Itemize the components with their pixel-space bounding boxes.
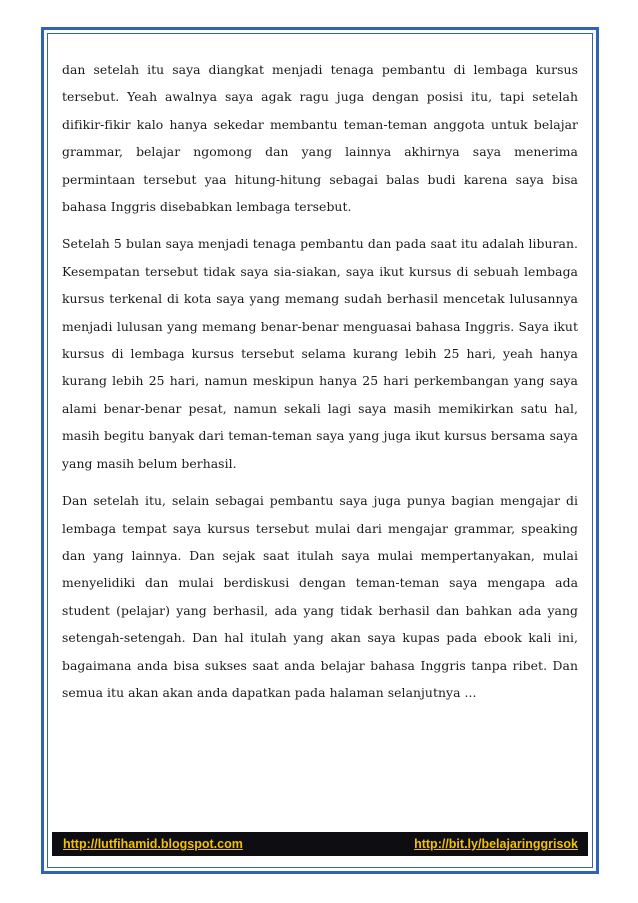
paragraph-1: dan setelah itu saya diangkat menjadi tenaga pembantu di lembaga kursus tersebut. Yeah awalnya saya agak ragu juga dengan posisi itu, tapi setelah difikir-fikir kalo hanya sekedar membantu teman-teman anggota untuk belajar grammar, belajar ngomong dan yang lainnya akhirnya saya menerima permintaan tersebut yaa hitung-hitung sebagai balas budi karena saya bisa bahasa Inggris disebabkan lembaga tersebut. xyxy=(62,62,578,215)
page-body xyxy=(62,56,578,716)
paragraph-3: Dan setelah itu, selain sebagai pembantu saya juga punya bagian mengajar di lembaga tempat saya kursus tersebut mulai dari mengajar grammar, speaking dan yang lainnya. Dan sejak saat itulah saya mulai mempertanyakan, mulai menyelidiki dan mulai berdiskusi dengan teman-teman saya mengapa ada student (pelajar) yang berhasil, ada yang tidak berhasil dan bahkan ada yang setengah-setengah. Dan hal itulah yang akan saya kupas pada ebook kali ini, bagaimana anda bisa sukses saat anda belajar bahasa Inggris tanpa ribet. Dan semua itu akan akan anda dapatkan pada halaman selanjutnya ... xyxy=(62,493,578,700)
shortlink[interactable]: http://bit.ly/belajaringgrisok xyxy=(414,837,578,851)
footer-bar xyxy=(52,832,588,856)
blog-link[interactable]: http://lutfihamid.blogspot.com xyxy=(63,837,243,851)
paragraph-2: Setelah 5 bulan saya menjadi tenaga pembantu dan pada saat itu adalah liburan. Kesempatan tersebut tidak saya sia-siakan, saya ikut kursus di sebuah lembaga kursus terkenal di kota saya yang memang sudah berhasil mencetak lulusannya menjadi lulusan yang memang benar-benar menguasai bahasa Inggris. Saya ikut kursus di lembaga kursus tersebut selama kurang lebih 25 hari, yeah hanya kurang lebih 25 hari, namun meskipun hanya 25 hari perkembangan yang saya alami benar-benar pesat, namun sekali lagi saya masih memikirkan satu hal, masih begitu banyak dari teman-teman saya yang juga ikut kursus bersama saya yang masih belum berhasil. xyxy=(62,236,578,471)
